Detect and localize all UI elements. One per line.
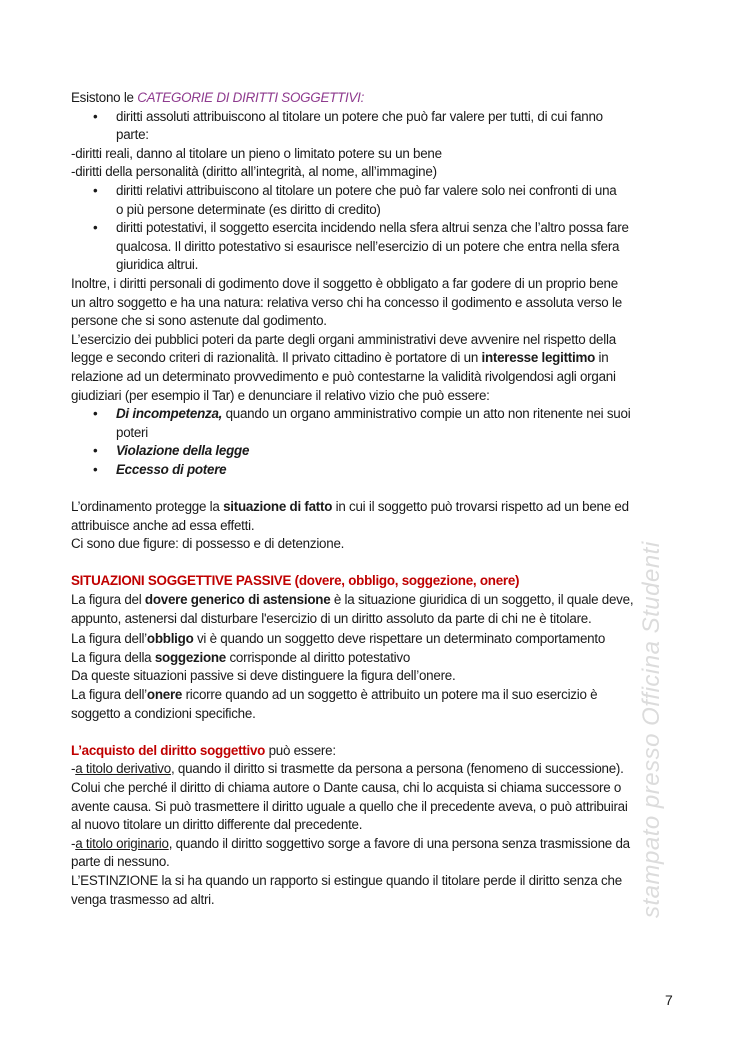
- document-page: [71, 89, 676, 909]
- categories-intro-text: Esistono le: [71, 90, 138, 105]
- soggezione-post: corrisponde al diritto potestativo: [226, 649, 411, 665]
- dovere-post: è la situazione giuridica di un soggetto, il quale deve,: [330, 592, 634, 608]
- watermark-text: stampato presso Officina Studenti: [638, 541, 665, 918]
- acquisto-line-7: parte di nessuno.: [71, 854, 170, 870]
- dovere-pre: La figura del: [71, 592, 145, 608]
- obbligo-line: [71, 630, 676, 649]
- page-number: 7: [665, 992, 673, 1008]
- vizio-eccesso-term: Eccesso di potere: [116, 461, 227, 477]
- bullet-icon: •: [93, 220, 98, 236]
- bullet-icon: •: [93, 443, 98, 459]
- vizio-incompetenza-line-1: [116, 405, 676, 424]
- originario-line: [71, 835, 676, 854]
- situazione-fatto-pre: L’ordinamento protegge la: [71, 499, 224, 515]
- diritti-potestativi-line-3: giuridica altrui.: [116, 257, 199, 273]
- bullet-diritti-potestativi: [71, 219, 676, 275]
- bullet-vizio-eccesso: [71, 461, 676, 480]
- poteri-line-2: [71, 349, 676, 368]
- derivativo-dash: -: [71, 761, 76, 777]
- categories-title: CATEGORIE DI DIRITTI SOGGETTIVI: [137, 90, 361, 105]
- situazione-fatto-line-2: attribuisce anche ad essa effetti.: [71, 517, 255, 533]
- poteri-line-3: relazione ad un determinato provvedimento e può contestarne la validità rivolgendosi agli organi: [71, 368, 616, 384]
- acquisto-line-3: Colui che perché il diritto di chiama autore o Dante causa, chi lo acquista si chiama successore o: [71, 779, 622, 795]
- situazioni-passive-heading: SITUAZIONI SOGGETTIVE PASSIVE (dovere, obbligo, soggezione, onere): [71, 573, 520, 589]
- poteri-line-1: L’esercizio dei pubblici poteri da parte degli organi amministrativi deve avvenire nel rispetto della: [71, 331, 616, 347]
- bullet-icon: •: [93, 182, 98, 198]
- diritti-assoluti-line-1: diritti assoluti attribuiscono al titolare un potere che può far valere per tutti, di cui fanno: [116, 108, 603, 124]
- interesse-legittimo-term: interesse legittimo: [481, 350, 596, 366]
- obbligo-pre: La figura dell’: [71, 631, 147, 647]
- situazione-fatto-line-1: [71, 498, 676, 517]
- diritti-assoluti-line-2: parte:: [116, 127, 149, 143]
- onere-line-1: [71, 686, 676, 705]
- estinzione-line-1: L’ESTINZIONE la si ha quando un rapporto si estingue quando il titolare perde il diritto senza che: [71, 872, 622, 888]
- situazione-fatto-post: in cui il soggetto può trovarsi rispetto ad un bene ed: [332, 499, 629, 515]
- vizio-incompetenza-desc: quando un organo amministrativo compie un atto non ritenente nei suoi: [222, 406, 631, 422]
- originario-dash: -: [71, 835, 76, 851]
- derivativo-term: a titolo derivativo: [75, 761, 171, 777]
- bullet-icon: •: [93, 406, 98, 422]
- onere-pre: La figura dell’: [71, 687, 147, 702]
- acquisto-heading-post: può essere:: [265, 742, 336, 758]
- vizio-violazione-term: Violazione della legge: [116, 443, 250, 459]
- originario-post: , quando il diritto soggettivo sorge a favore di una persona senza trasmissione da: [168, 835, 630, 851]
- onere-term: onere: [146, 687, 183, 702]
- godimento-line-3: persone che si sono astenute dal godimento.: [71, 313, 327, 329]
- acquisto-heading-line: [71, 742, 676, 761]
- situazione-fatto-term: situazione di fatto: [223, 499, 333, 515]
- categories-title-colon: :: [360, 90, 365, 105]
- distinguere-onere-line: Da queste situazioni passive si deve distinguere la figura dell’onere.: [71, 668, 456, 684]
- soggezione-pre: La figura della: [71, 649, 155, 665]
- acquisto-line-5: al nuovo titolare un diritto differente dal precedente.: [71, 817, 363, 833]
- soggezione-line: [71, 649, 676, 668]
- diritti-relativi-line-2: o più persone determinate (es diritto di credito): [116, 201, 381, 217]
- dovere-line-1: [71, 591, 676, 610]
- categories-intro-line: [71, 89, 676, 108]
- derivativo-line: [71, 760, 676, 779]
- onere-post: ricorre quando ad un soggetto è attribuito un potere ma il suo esercizio è: [182, 687, 598, 702]
- obbligo-post: vi è quando un soggetto deve rispettare un determinato comportamento: [193, 631, 606, 647]
- bullet-vizio-violazione: [71, 442, 676, 461]
- poteri-line-4: giudiziari (per esempio il Tar) e denunciare il relativo vizio che può essere:: [71, 387, 490, 403]
- vizio-incompetenza-term: Di incompetenza,: [116, 406, 223, 422]
- bullet-diritti-assoluti: [71, 108, 676, 145]
- bullet-vizio-incompetenza: [71, 405, 676, 442]
- obbligo-term: obbligo: [146, 631, 194, 647]
- paragraph-gap: [71, 479, 676, 498]
- godimento-line-2: un altro soggetto e ha una natura: relativa verso chi ha concesso il godimento e assoluta verso le: [71, 294, 622, 310]
- paragraph-gap: [71, 554, 676, 573]
- poteri-line-2-pre: legge e secondo criteri di razionalità. Il privato cittadino è portatore di un: [71, 350, 482, 366]
- diritti-relativi-line-1: diritti relativi attribuiscono al titolare un potere che può far valere solo nei confronti di una: [116, 182, 617, 198]
- poteri-line-2-post: in: [595, 350, 609, 366]
- vizio-incompetenza-line-2: poteri: [116, 424, 148, 440]
- bullet-icon: •: [93, 461, 98, 477]
- situazione-fatto-line-3: Ci sono due figure: di possesso e di detenzione.: [71, 536, 345, 552]
- acquisto-heading: L’acquisto del diritto soggettivo: [71, 742, 266, 758]
- acquisto-line-4: avente causa. Si può trasmettere il diritto uguale a quello che il precedente aveva, o può attribuirai: [71, 798, 628, 814]
- originario-term: a titolo originario: [75, 835, 169, 851]
- soggezione-term: soggezione: [154, 649, 226, 665]
- dovere-term: dovere generico di astensione: [144, 592, 331, 608]
- bullet-icon: •: [93, 108, 98, 124]
- estinzione-line-2: venga trasmesso ad altri.: [71, 891, 215, 907]
- godimento-line-1: Inoltre, i diritti personali di godimento dove il soggetto è obbligato a far godere di un proprio bene: [71, 275, 618, 291]
- paragraph-gap: [71, 723, 676, 742]
- diritti-personalita-line: -diritti della personalità (diritto all’integrità, al nome, all’immagine): [71, 164, 437, 180]
- diritti-reali-line: -diritti reali, danno al titolare un pieno o limitato potere su un bene: [71, 145, 442, 161]
- derivativo-post: , quando il diritto si trasmette da persona a persona (fenomeno di successione).: [170, 761, 624, 777]
- dovere-line-2: appunto, astenersi dal disturbare l'esercizio di un diritto assoluto da parte di chi ne è titolare.: [71, 610, 592, 626]
- diritti-potestativi-line-2: qualcosa. Il diritto potestativo si esaurisce nell’esercizio di un potere che entra nella sfera: [116, 238, 620, 254]
- bullet-diritti-relativi: [71, 182, 676, 219]
- diritti-potestativi-line-1: diritti potestativi, il soggetto esercita incidendo nella sfera altrui senza che l’altro possa fare: [116, 220, 629, 236]
- onere-line-2: soggetto a condizioni specifiche.: [71, 705, 256, 721]
